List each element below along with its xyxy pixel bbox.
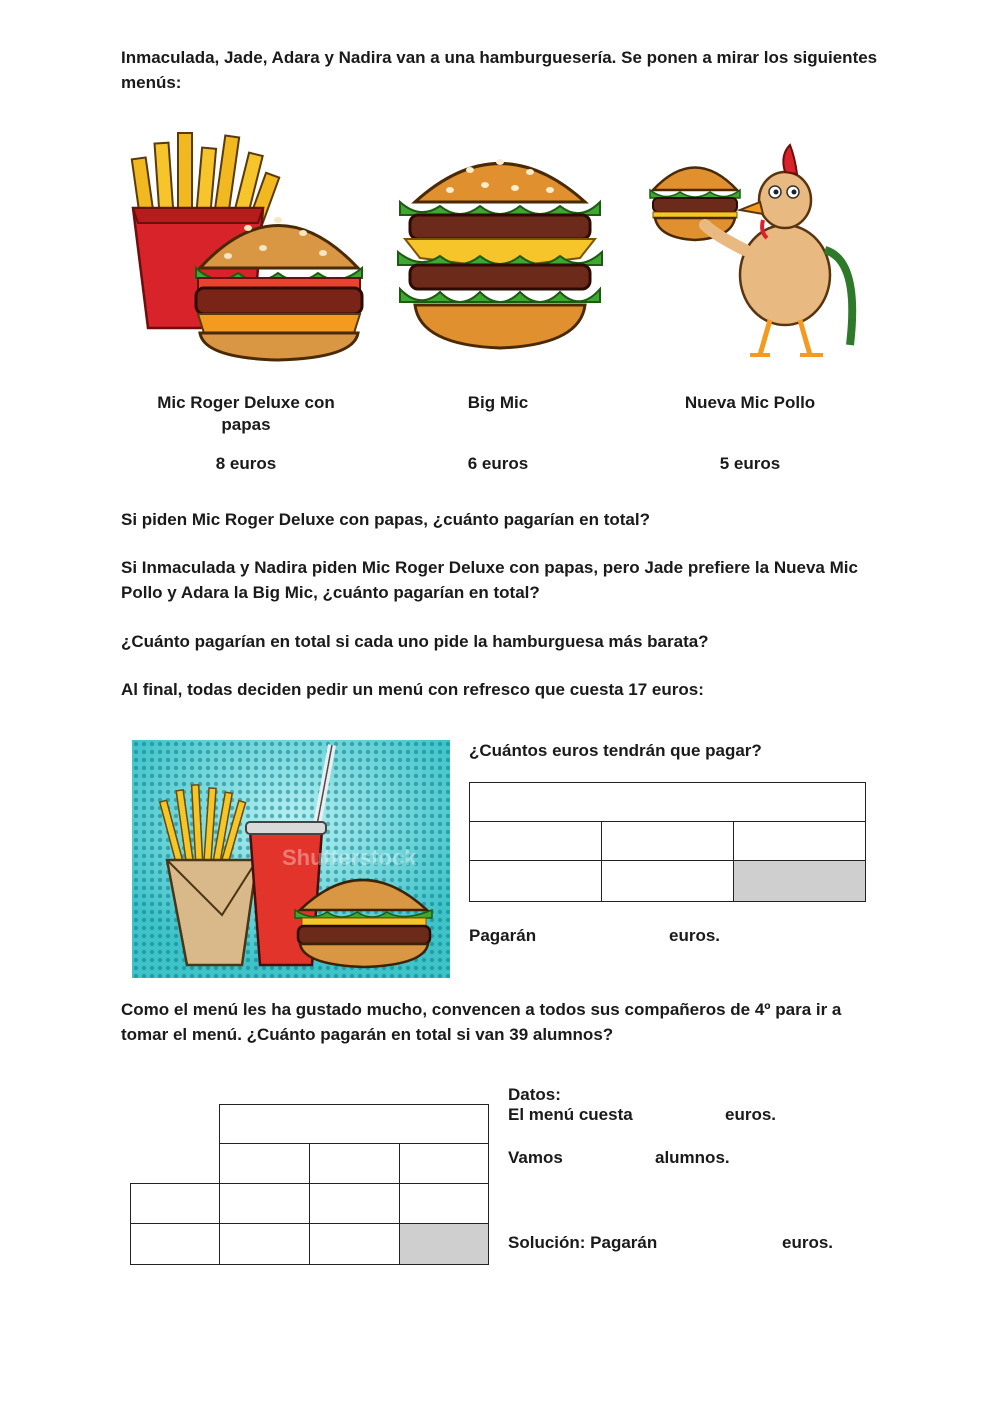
menu-cost-suffix: euros. xyxy=(725,1105,777,1124)
question-1: Si piden Mic Roger Deluxe con papas, ¿cuánto pagarían en total? xyxy=(121,510,650,529)
students-prefix: Vamos xyxy=(508,1148,563,1167)
grid-cell[interactable] xyxy=(601,860,735,902)
menu-cost-prefix: El menú cuesta xyxy=(508,1105,633,1124)
students-suffix: alumnos. xyxy=(655,1148,730,1167)
menu-question: ¿Cuántos euros tendrán que pagar? xyxy=(469,741,762,760)
combo-meal-icon xyxy=(132,740,450,978)
grid-cell[interactable] xyxy=(469,821,603,862)
grid-cell[interactable] xyxy=(309,1143,401,1185)
intro-text: Inmaculada, Jade, Adara y Nadira van a una hamburguesería. Se ponen a mirar los siguientes menús: xyxy=(121,48,878,92)
solution-prefix: Solución: Pagarán xyxy=(508,1233,658,1252)
data-title: Datos: xyxy=(508,1085,561,1104)
menu-name-3: Nueva Mic Pollo xyxy=(684,393,816,412)
grid-cell[interactable] xyxy=(399,1143,489,1185)
final-question: Como el menú les ha gustado mucho, convencen a todos sus compañeros de 4º para ir a tomar el menú. ¿Cuánto pagarán en total si van 39 alumnos? xyxy=(121,1000,842,1044)
menu-price-1: 8 euros xyxy=(215,454,277,473)
grid-cell[interactable] xyxy=(309,1183,401,1225)
grid-cell[interactable] xyxy=(130,1183,221,1225)
grid-cell-total[interactable] xyxy=(469,782,866,823)
big-burger-icon xyxy=(390,140,610,355)
answer-suffix: euros. xyxy=(669,926,721,945)
watermark: Shutterstock xyxy=(282,845,417,870)
solution-suffix: euros. xyxy=(782,1233,834,1252)
answer-prefix: Pagarán xyxy=(469,926,537,945)
burger-fries-icon xyxy=(128,128,373,363)
grid-cell[interactable] xyxy=(309,1223,401,1265)
menu-name-1: Mic Roger Deluxe con papas xyxy=(157,393,335,434)
grid-cell[interactable] xyxy=(733,821,866,862)
grid-cell[interactable] xyxy=(601,821,735,862)
grid-cell[interactable] xyxy=(469,860,603,902)
grid-cell-shaded xyxy=(733,860,866,902)
grid-cell[interactable] xyxy=(219,1143,311,1185)
menu-price-3: 5 euros xyxy=(719,454,781,473)
grid-cell[interactable] xyxy=(219,1223,311,1265)
grid-cell[interactable] xyxy=(399,1183,489,1225)
grid-cell[interactable] xyxy=(219,1183,311,1225)
menu-price-2: 6 euros xyxy=(467,454,529,473)
question-4: Al final, todas deciden pedir un menú con refresco que cuesta 17 euros: xyxy=(121,680,704,699)
question-2: Si Inmaculada y Nadira piden Mic Roger Deluxe con papas, pero Jade prefiere la Nueva Mic Pollo y Adara la Big Mic, ¿cuánto pagarían en total? xyxy=(121,558,858,602)
grid-cell[interactable] xyxy=(130,1223,221,1265)
menu-name-2: Big Mic xyxy=(467,393,529,412)
chicken-burger-icon xyxy=(645,140,870,365)
grid-cell-total[interactable] xyxy=(219,1104,489,1145)
grid-cell-shaded xyxy=(399,1223,489,1265)
question-3: ¿Cuánto pagarían en total si cada uno pide la hamburguesa más barata? xyxy=(121,632,709,651)
